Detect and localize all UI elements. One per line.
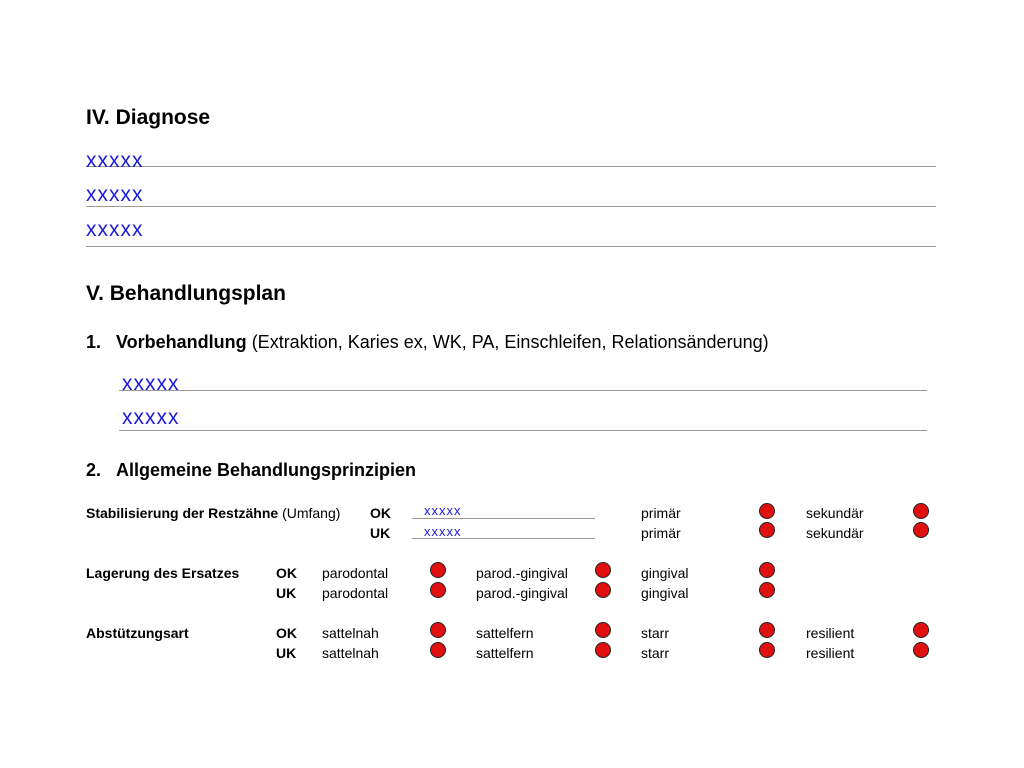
jaw-label-uk: UK [276, 585, 297, 601]
stabilisierung-uk-value[interactable]: xxxxx [424, 524, 462, 539]
option-label: resilient [806, 645, 855, 661]
radio-lagerung-uk-gingival[interactable] [759, 582, 775, 598]
subsection-1-heading [86, 332, 769, 353]
diagnose-entry-1[interactable]: xxxxx [86, 149, 144, 172]
subsection-title: Vorbehandlung [116, 332, 247, 352]
vorbehandlung-line-1[interactable] [119, 390, 927, 391]
jaw-label-ok: OK [370, 505, 391, 521]
section-number: V. [86, 282, 104, 305]
radio-abstuetzung-uk-sattelnah[interactable] [430, 642, 446, 658]
section-title: Behandlungsplan [109, 282, 286, 305]
option-label: primär [641, 525, 681, 541]
radio-abstuetzung-ok-starr[interactable] [759, 622, 775, 638]
radio-lagerung-ok-gingival[interactable] [759, 562, 775, 578]
vorbehandlung-entry-2[interactable]: xxxxx [122, 406, 180, 429]
lagerung-label: Lagerung des Ersatzes [86, 565, 240, 581]
radio-abstuetzung-ok-sattelfern[interactable] [595, 622, 611, 638]
option-label: parod.-gingival [476, 565, 568, 581]
option-label: sattelnah [322, 625, 379, 641]
radio-abstuetzung-ok-resilient[interactable] [913, 622, 929, 638]
abstuetzung-label: Abstützungsart [86, 625, 189, 641]
option-label: primär [641, 505, 681, 521]
radio-stabilisierung-uk-primaer[interactable] [759, 522, 775, 538]
radio-stabilisierung-uk-sekundaer[interactable] [913, 522, 929, 538]
subsection-detail: (Extraktion, Karies ex, WK, PA, Einschleifen, Relationsänderung) [251, 332, 769, 352]
option-label: parodontal [322, 565, 389, 581]
jaw-label-ok: OK [276, 625, 297, 641]
subsection-number: 1. [86, 332, 102, 352]
radio-stabilisierung-ok-sekundaer[interactable] [913, 503, 929, 519]
radio-lagerung-ok-parodontal[interactable] [430, 562, 446, 578]
stabilisierung-label-suffix: (Umfang) [282, 505, 341, 521]
section-v-heading [86, 282, 286, 306]
radio-abstuetzung-ok-sattelnah[interactable] [430, 622, 446, 638]
option-label: starr [641, 645, 669, 661]
diagnose-entry-3[interactable]: xxxxx [86, 218, 144, 241]
option-label: sattelfern [476, 625, 534, 641]
option-label: sekundär [806, 525, 864, 541]
option-label: parod.-gingival [476, 585, 568, 601]
jaw-label-uk: UK [276, 645, 297, 661]
stabilisierung-label [86, 506, 340, 520]
subsection-number: 2. [86, 460, 102, 480]
diagnose-line-3[interactable] [86, 246, 936, 247]
radio-abstuetzung-uk-starr[interactable] [759, 642, 775, 658]
diagnose-line-1[interactable] [86, 166, 936, 167]
radio-lagerung-ok-parod-gingival[interactable] [595, 562, 611, 578]
jaw-label-ok: OK [276, 565, 297, 581]
section-number: IV. [86, 106, 110, 129]
option-label: sekundär [806, 505, 864, 521]
option-label: parodontal [322, 585, 389, 601]
jaw-label-uk: UK [370, 525, 391, 541]
option-label: resilient [806, 625, 855, 641]
diagnose-entry-2[interactable]: xxxxx [86, 183, 144, 206]
subsection-title: Allgemeine Behandlungsprinzipien [116, 460, 417, 480]
section-title: Diagnose [115, 106, 211, 129]
radio-stabilisierung-ok-primaer[interactable] [759, 503, 775, 519]
option-label: sattelfern [476, 645, 534, 661]
section-iv-heading [86, 106, 210, 130]
diagnose-line-2[interactable] [86, 206, 936, 207]
radio-abstuetzung-uk-sattelfern[interactable] [595, 642, 611, 658]
radio-lagerung-uk-parod-gingival[interactable] [595, 582, 611, 598]
stabilisierung-label-text: Stabilisierung der Restzähne [86, 505, 279, 521]
option-label: starr [641, 625, 669, 641]
stabilisierung-ok-line[interactable] [412, 518, 595, 519]
radio-abstuetzung-uk-resilient[interactable] [913, 642, 929, 658]
stabilisierung-ok-value[interactable]: xxxxx [424, 503, 462, 518]
option-label: sattelnah [322, 645, 379, 661]
radio-lagerung-uk-parodontal[interactable] [430, 582, 446, 598]
vorbehandlung-entry-1[interactable]: xxxxx [122, 372, 180, 395]
option-label: gingival [641, 565, 689, 581]
option-label: gingival [641, 585, 689, 601]
subsection-2-heading [86, 460, 416, 481]
vorbehandlung-line-2[interactable] [119, 430, 927, 431]
